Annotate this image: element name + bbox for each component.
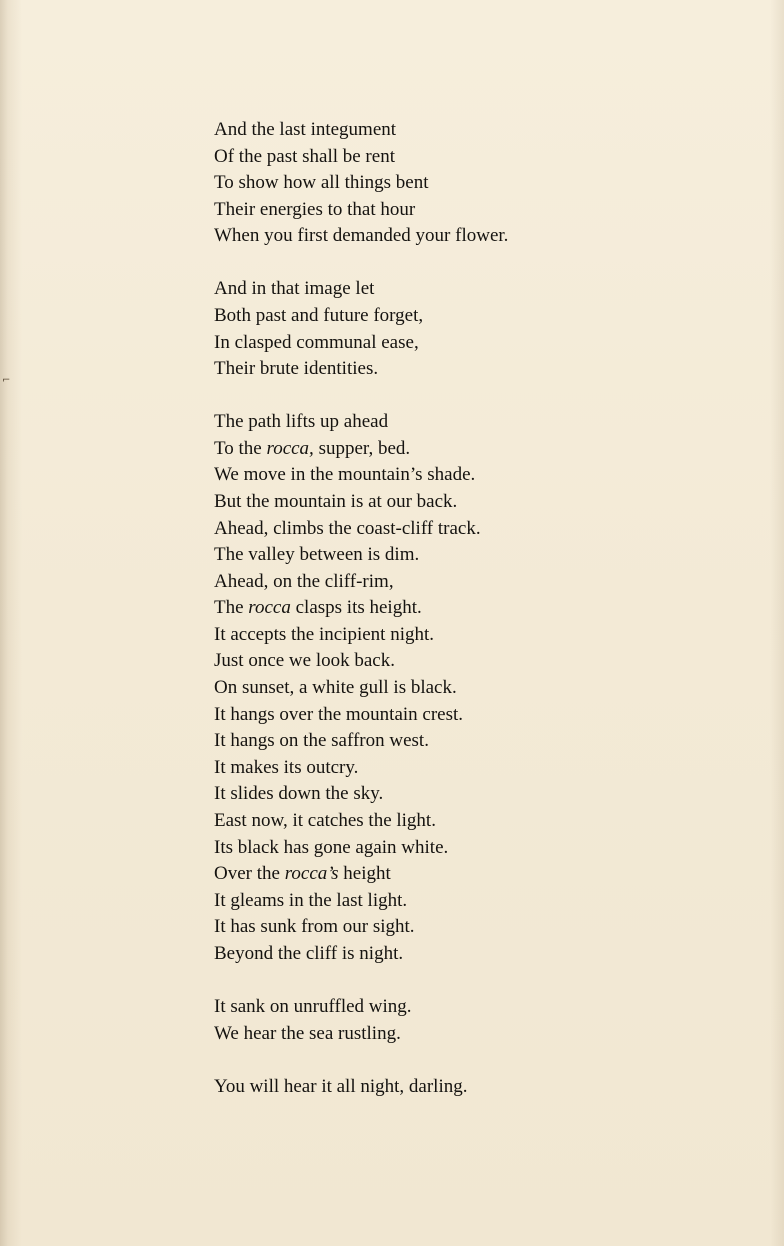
- poem-line: You will hear it all night, darling.: [214, 1075, 468, 1097]
- poem-line: The path lifts up ahead: [214, 411, 389, 433]
- line-text: height: [338, 863, 391, 885]
- poem-line: When you first demanded your flower.: [214, 225, 509, 247]
- poem-line: Their brute identities.: [214, 358, 379, 380]
- poem-line: Ahead, on the cliff-rim,: [214, 570, 394, 592]
- line-text: To the: [214, 437, 267, 459]
- poem-line: Its black has gone again white.: [214, 836, 449, 858]
- poem-line: It has sunk from our sight.: [214, 916, 415, 938]
- poem-line: The valley between is dim.: [214, 544, 420, 566]
- poem-line: But the mountain is at our back.: [214, 490, 458, 512]
- poem-line: Beyond the cliff is night.: [214, 943, 404, 964]
- poem-line: And the last integument: [214, 119, 397, 140]
- poem-line: It slides down the sky.: [214, 783, 384, 805]
- poem-line: Their energies to that hour: [214, 198, 416, 220]
- poem-line: East now, it catches the light.: [214, 810, 436, 832]
- line-text: Over the: [214, 863, 285, 885]
- poem-line: [214, 436, 754, 463]
- poem-line: It hangs on the saffron west.: [214, 730, 429, 752]
- stanza-1: [214, 117, 754, 250]
- poem-line: We move in the mountain’s shade.: [214, 464, 476, 486]
- stanza-2: [214, 276, 754, 382]
- poem-line: [214, 861, 754, 888]
- poem-line: To show how all things bent: [214, 172, 429, 194]
- poem-line: On sunset, a white gull is black.: [214, 677, 457, 699]
- italic-word: rocca: [248, 597, 291, 619]
- poem-text: [214, 117, 754, 1127]
- italic-word: rocca,: [266, 437, 314, 459]
- poem-line: We hear the sea rustling.: [214, 1022, 401, 1044]
- poem-line: It makes its outcry.: [214, 756, 359, 778]
- italic-word: rocca’s: [284, 863, 339, 885]
- line-text: supper, bed.: [313, 437, 411, 459]
- stanza-5: [214, 1074, 754, 1101]
- stanza-4: [214, 994, 754, 1047]
- poem-line: It accepts the incipient night.: [214, 623, 435, 645]
- poem-line: [214, 595, 754, 622]
- line-text: clasps its height.: [290, 597, 422, 619]
- poem-line: In clasped communal ease,: [214, 331, 419, 353]
- binding-mark: ⌐: [2, 375, 11, 386]
- line-text: The: [214, 597, 249, 619]
- poem-line: Just once we look back.: [214, 650, 395, 672]
- poem-line: Ahead, climbs the coast-cliff track.: [214, 517, 481, 539]
- poem-line: And in that image let: [214, 278, 375, 300]
- poem-line: It gleams in the last light.: [214, 889, 408, 911]
- poem-line: It sank on unruffled wing.: [214, 995, 412, 1017]
- poem-line: It hangs over the mountain crest.: [214, 703, 464, 725]
- poem-line: Of the past shall be rent: [214, 145, 395, 167]
- stanza-3: [214, 409, 754, 967]
- poem-line: Both past and future forget,: [214, 304, 424, 326]
